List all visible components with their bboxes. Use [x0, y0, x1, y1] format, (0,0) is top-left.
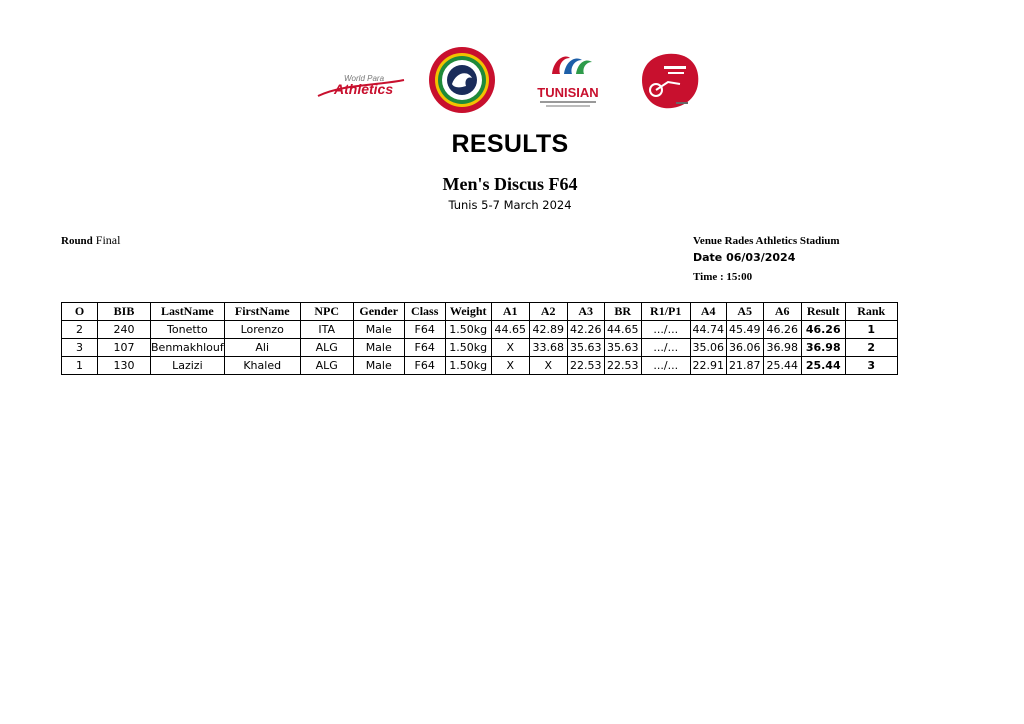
table-cell: 130: [98, 357, 151, 375]
col-header: R1/P1: [641, 303, 690, 321]
result-cell: 25.44: [801, 357, 845, 375]
table-cell: 25.44: [763, 357, 801, 375]
table-cell: 1.50kg: [445, 321, 491, 339]
table-cell: 1.50kg: [445, 339, 491, 357]
logo-text-main: Athletics: [334, 81, 394, 97]
table-row: [62, 321, 898, 339]
col-header: NPC: [300, 303, 353, 321]
table-cell: Benmakhlouf: [151, 339, 225, 357]
col-header: O: [62, 303, 98, 321]
table-cell: 42.26: [567, 321, 604, 339]
results-table: [61, 302, 898, 375]
table-cell: 107: [98, 339, 151, 357]
col-header: A5: [726, 303, 763, 321]
table-row: [62, 339, 898, 357]
table-cell: Lazizi: [151, 357, 225, 375]
table-cell: Tonetto: [151, 321, 225, 339]
table-cell: ITA: [300, 321, 353, 339]
page-title: RESULTS: [451, 130, 569, 158]
col-header: BR: [604, 303, 641, 321]
round-value: Final: [95, 233, 121, 247]
col-header: A4: [690, 303, 726, 321]
table-cell: 46.26: [763, 321, 801, 339]
table-cell: 42.89: [529, 321, 567, 339]
logo-text-top: World Para: [344, 74, 385, 83]
event-name: Men's Discus F64: [442, 174, 578, 194]
table-cell: X: [491, 357, 529, 375]
table-cell: F64: [404, 339, 445, 357]
table-cell: Male: [353, 321, 404, 339]
table-cell: 44.74: [690, 321, 726, 339]
col-header: A6: [763, 303, 801, 321]
table-cell: Male: [353, 357, 404, 375]
table-cell: Lorenzo: [224, 321, 300, 339]
tunis-grand-prix-logo: [634, 44, 704, 116]
rank-cell: 3: [845, 357, 897, 375]
table-cell: 21.87: [726, 357, 763, 375]
table-cell: 35.06: [690, 339, 726, 357]
table-row: [62, 357, 898, 375]
table-cell: 3: [62, 339, 98, 357]
table-cell: 44.65: [491, 321, 529, 339]
table-cell: .../...: [641, 321, 690, 339]
table-cell: Male: [353, 339, 404, 357]
table-cell: .../...: [641, 357, 690, 375]
table-cell: Ali: [224, 339, 300, 357]
table-cell: 2: [62, 321, 98, 339]
result-cell: 46.26: [801, 321, 845, 339]
rank-cell: 1: [845, 321, 897, 339]
col-header: BIB: [98, 303, 151, 321]
result-cell: 36.98: [801, 339, 845, 357]
table-cell: X: [491, 339, 529, 357]
round-info: [61, 233, 120, 248]
table-header-row: [62, 303, 898, 321]
col-header: FirstName: [224, 303, 300, 321]
rank-cell: 2: [845, 339, 897, 357]
table-cell: F64: [404, 357, 445, 375]
table-cell: 33.68: [529, 339, 567, 357]
venue-text: Venue Rades Athletics Stadium: [693, 235, 840, 247]
table-cell: 36.06: [726, 339, 763, 357]
table-cell: Khaled: [224, 357, 300, 375]
table-cell: 240: [98, 321, 151, 339]
col-header: Rank: [845, 303, 897, 321]
round-label: Round: [61, 235, 93, 247]
table-cell: 22.91: [690, 357, 726, 375]
date-text: Date 06/03/2024: [693, 251, 796, 264]
table-cell: 1.50kg: [445, 357, 491, 375]
table-cell: ALG: [300, 339, 353, 357]
tunisian-paralympic-committee-logo: [530, 44, 606, 116]
col-header: A3: [567, 303, 604, 321]
col-header: A1: [491, 303, 529, 321]
table-cell: 35.63: [604, 339, 641, 357]
col-header: Gender: [353, 303, 404, 321]
col-header: A2: [529, 303, 567, 321]
table-cell: 45.49: [726, 321, 763, 339]
table-cell: 36.98: [763, 339, 801, 357]
table-cell: 22.53: [604, 357, 641, 375]
event-subtitle: Tunis 5-7 March 2024: [448, 198, 572, 212]
col-header: Weight: [445, 303, 491, 321]
table-cell: ALG: [300, 357, 353, 375]
table-cell: 22.53: [567, 357, 604, 375]
tunisian-circular-emblem: [426, 44, 498, 116]
table-cell: 35.63: [567, 339, 604, 357]
table-cell: 44.65: [604, 321, 641, 339]
table-cell: F64: [404, 321, 445, 339]
col-header: LastName: [151, 303, 225, 321]
world-para-athletics-logo: [304, 44, 412, 116]
col-header: Result: [801, 303, 845, 321]
table-cell: 1: [62, 357, 98, 375]
col-header: Class: [404, 303, 445, 321]
table-cell: X: [529, 357, 567, 375]
time-text: Time : 15:00: [693, 271, 753, 283]
logo-bar: [300, 44, 720, 116]
logo-text-tunisian: TUNISIAN: [537, 85, 599, 100]
table-cell: .../...: [641, 339, 690, 357]
